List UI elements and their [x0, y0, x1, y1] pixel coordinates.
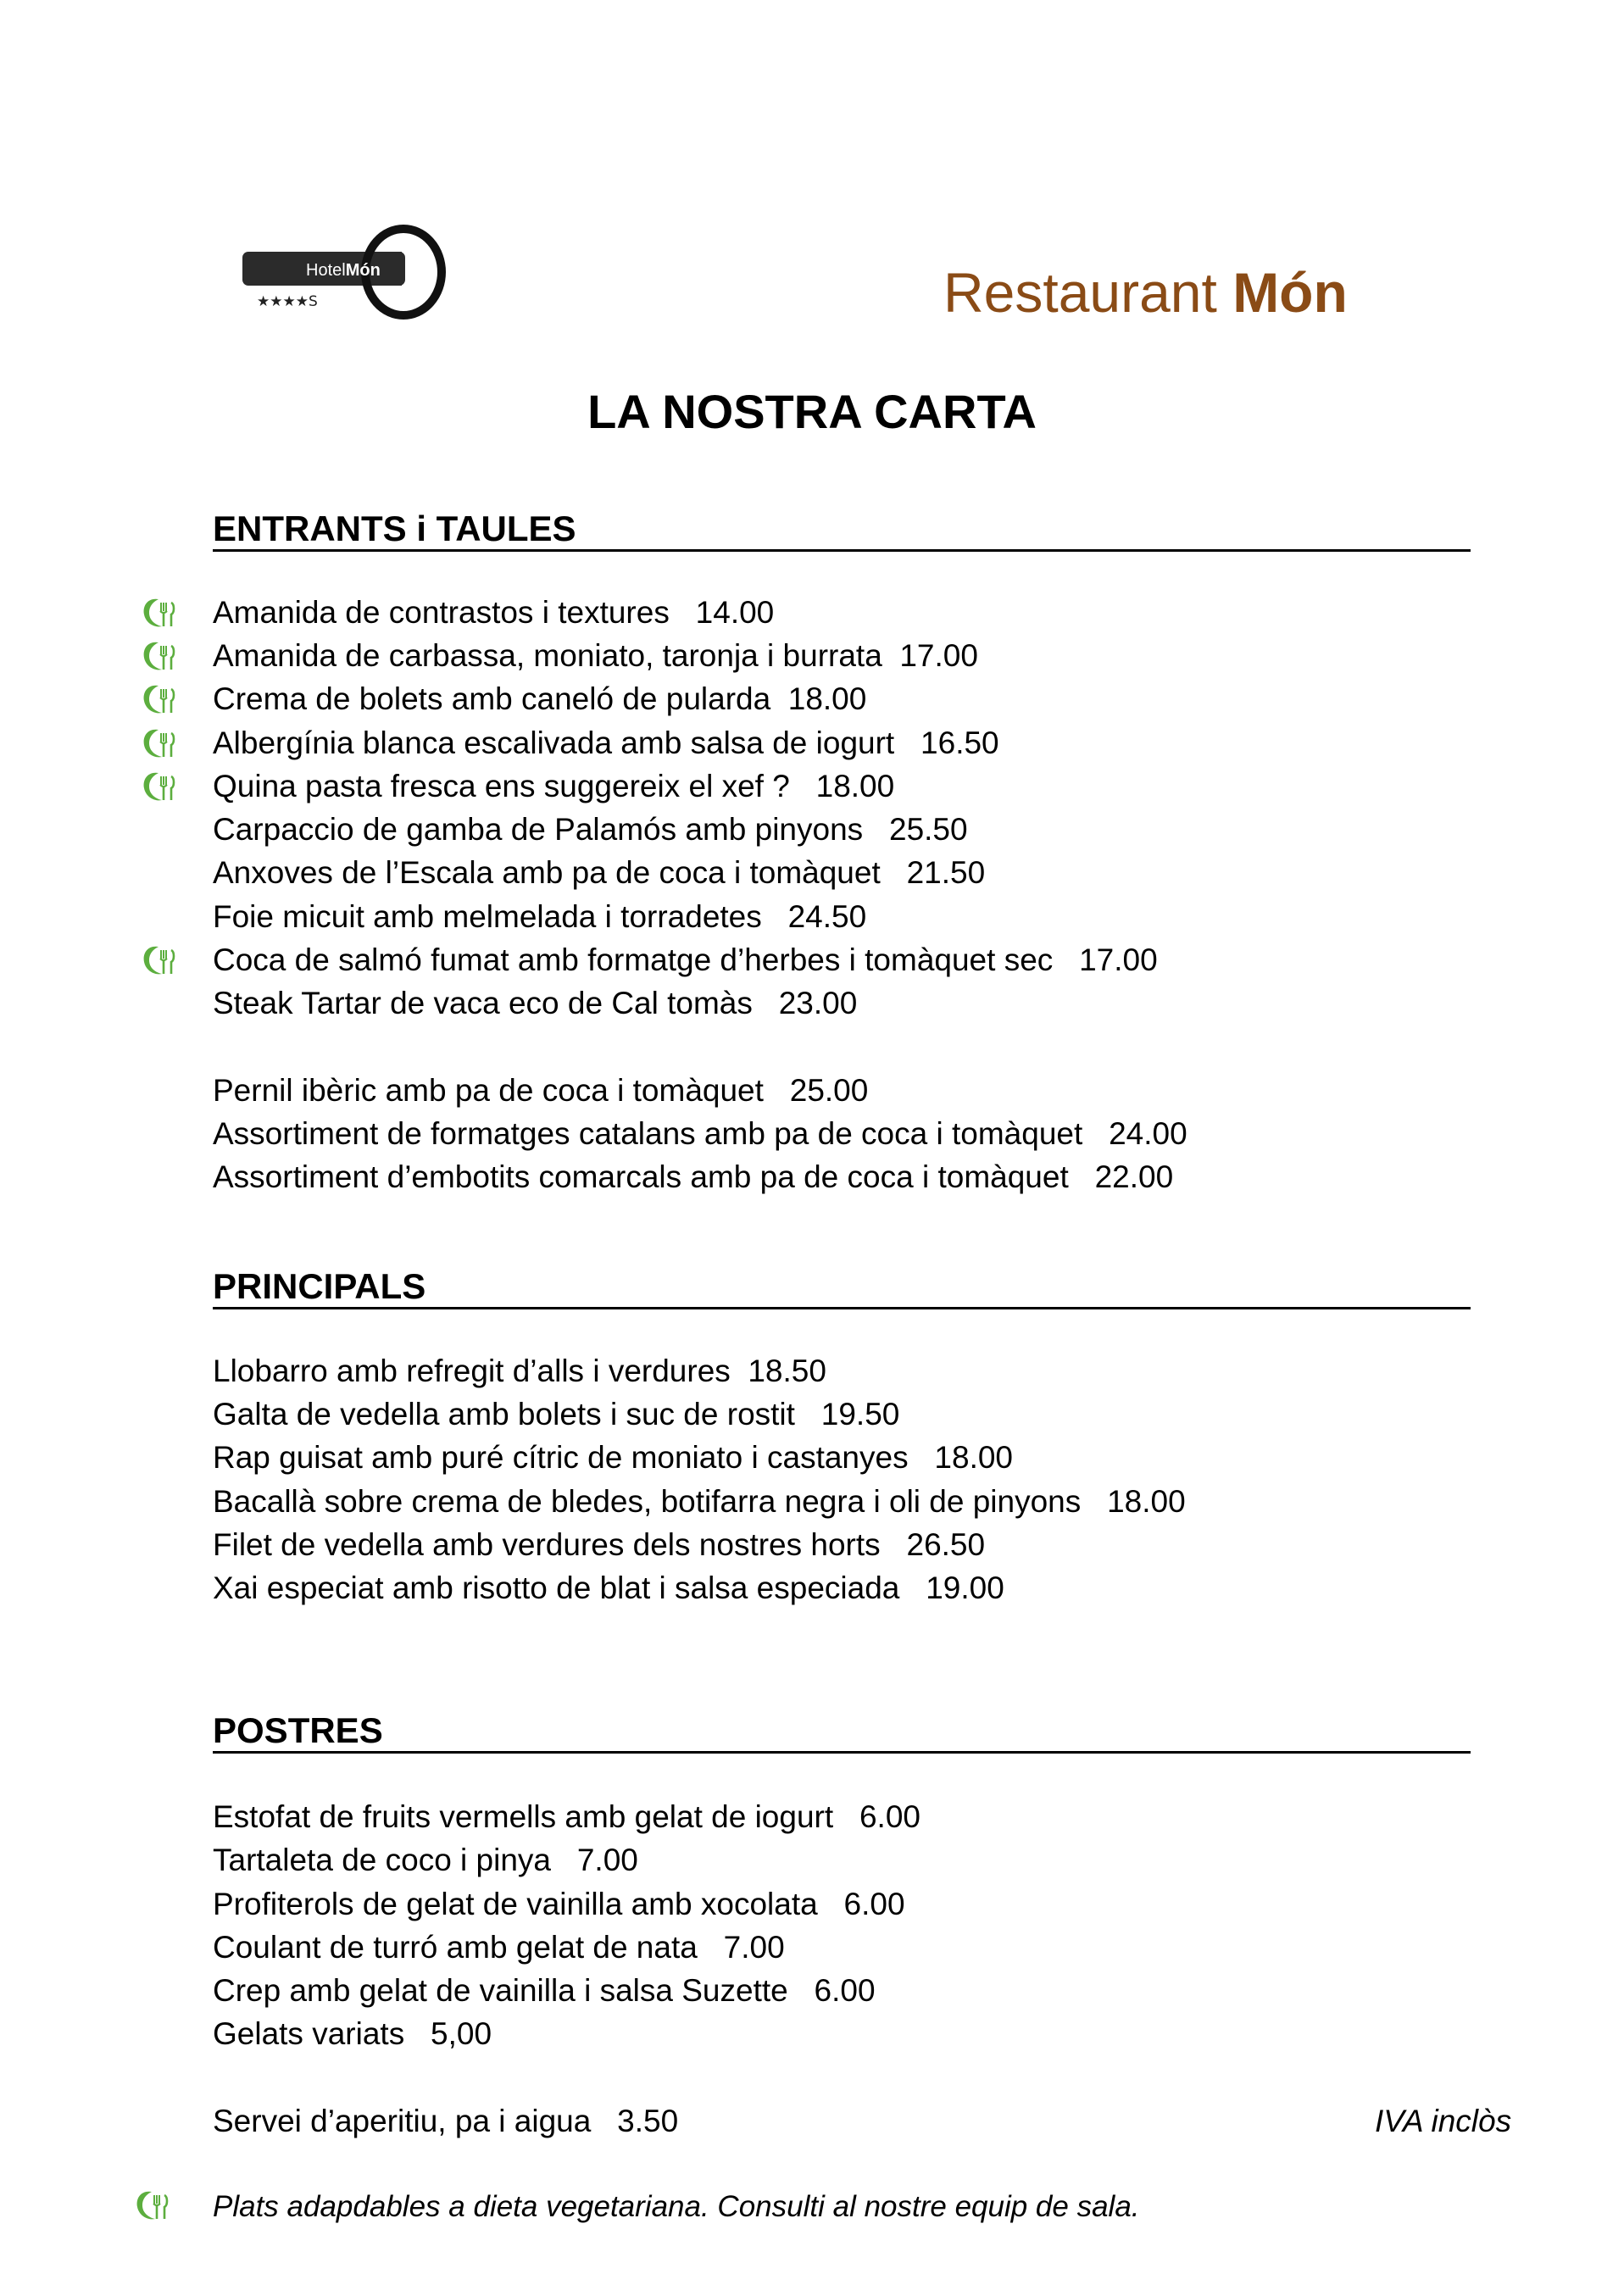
menu-item: Assortiment de formatges catalans amb pa de coca i tomàquet 24.00 [213, 1116, 1187, 1151]
menu-item: Filet de vedella amb verdures dels nostres horts 26.50 [213, 1527, 986, 1562]
section-title: ENTRANTS i TAULES [213, 508, 576, 548]
menu-item: Galta de vedella amb bolets i suc de rostit 19.50 [213, 1397, 900, 1432]
vegetarian-icon [139, 681, 178, 718]
menu-item: Steak Tartar de vaca eco de Cal tomàs 23.00 [213, 986, 858, 1020]
menu-item: Profiterols de gelat de vainilla amb xocolata 6.00 [213, 1887, 905, 1921]
restaurant-name: Món [1232, 261, 1348, 324]
menu-item: Quina pasta fresca ens suggereix el xef ? 18.00 [213, 769, 895, 803]
menu-item: Crema de bolets amb caneló de pularda 18.00 [213, 681, 867, 716]
menu-item: Pernil ibèric amb pa de coca i tomàquet 25.00 [213, 1073, 869, 1108]
section-title: POSTRES [213, 1709, 383, 1750]
logo-hotel-bold: Món [345, 261, 381, 280]
vegetarian-icon [132, 2187, 171, 2224]
hotel-mon-logo [240, 223, 452, 321]
logo-hotel-text: Hotel [306, 261, 346, 280]
vegetarian-icon [139, 768, 178, 805]
menu-item: Rap guisat amb puré cítric de moniato i castanyes 18.00 [213, 1440, 1014, 1475]
menu-item: Amanida de contrastos i textures 14.00 [213, 595, 775, 630]
vegetarian-icon [139, 942, 178, 979]
vegetarian-icon [139, 637, 178, 675]
menu-item: Bacallà sobre crema de bledes, botifarra negra i oli de pinyons 18.00 [213, 1484, 1186, 1519]
vat-note: IVA inclòs [1375, 2104, 1512, 2138]
menu-item: Carpaccio de gamba de Palamós amb pinyons 25.50 [213, 812, 968, 847]
menu-item: Albergínia blanca escalivada amb salsa de iogurt 16.50 [213, 725, 999, 760]
vegetarian-icon [139, 725, 178, 762]
logo-stars: ★★★★S [257, 293, 318, 310]
menu-item: Coca de salmó fumat amb formatge d’herbes i tomàquet sec 17.00 [213, 942, 1158, 977]
menu-item: Coulant de turró amb gelat de nata 7.00 [213, 1930, 785, 1965]
menu-item: Amanida de carbassa, moniato, taronja i burrata 17.00 [213, 638, 978, 673]
menu-item: Crep amb gelat de vainilla i salsa Suzette 6.00 [213, 1973, 876, 2008]
vegetarian-icon [139, 594, 178, 631]
restaurant-title [943, 261, 1348, 324]
menu-item: Assortiment d’embotits comarcals amb pa de coca i tomàquet 22.00 [213, 1159, 1174, 1194]
menu-item: Llobarro amb refregit d’alls i verdures 18.50 [213, 1354, 826, 1388]
vegetarian-footnote: Plats adapdables a dieta vegetariana. Consulti al nostre equip de sala. [213, 2190, 1140, 2223]
restaurant-title-prefix: Restaurant [943, 261, 1233, 324]
service-charge: Servei d’aperitiu, pa i aigua 3.50 [213, 2104, 679, 2138]
svg-text:HotelMón [306, 261, 381, 280]
section-title: PRINCIPALS [213, 1265, 426, 1306]
menu-item: Foie micuit amb melmelada i torradetes 24.50 [213, 899, 867, 934]
page-title: LA NOSTRA CARTA [587, 385, 1037, 438]
menu-item: Estofat de fruits vermells amb gelat de iogurt 6.00 [213, 1799, 920, 1834]
section-header-entrants [213, 500, 1471, 552]
menu-item: Tartaleta de coco i pinya 7.00 [213, 1843, 638, 1877]
section-header-postres [213, 1702, 1471, 1754]
menu-item: Xai especiat amb risotto de blat i salsa especiada 19.00 [213, 1571, 1004, 1605]
section-header-principals [213, 1258, 1471, 1309]
menu-item: Anxoves de l’Escala amb pa de coca i tomàquet 21.50 [213, 855, 986, 890]
menu-item: Gelats variats 5,00 [213, 2016, 492, 2051]
